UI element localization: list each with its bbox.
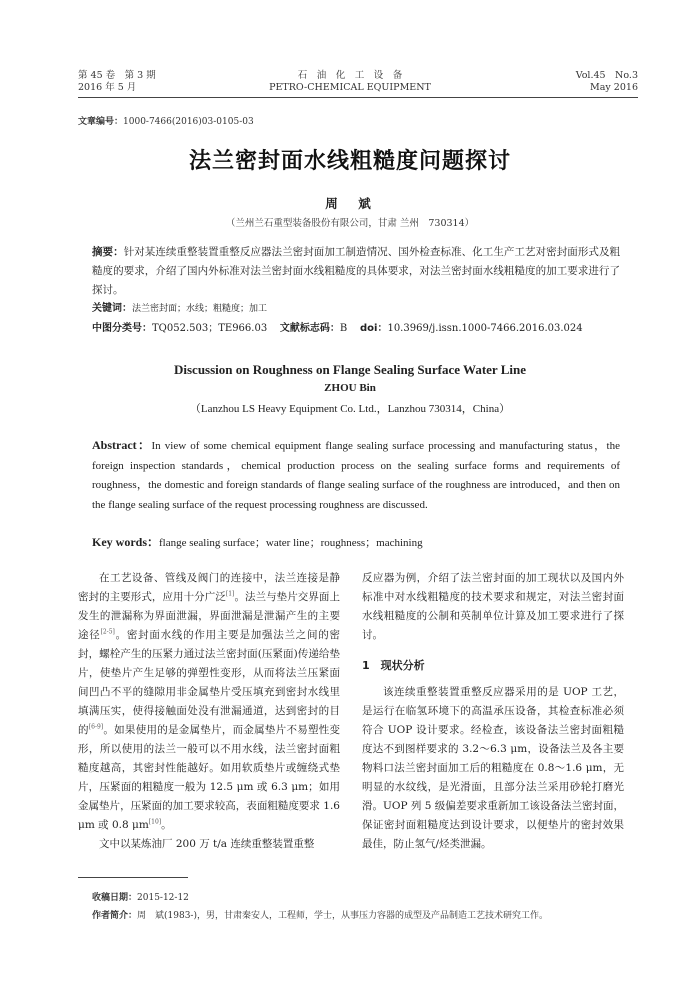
body-paragraph: 文中以某炼油厂 200 万 t/a 连续重整装置重整 (99, 838, 315, 850)
citation[interactable]: [10] (148, 818, 162, 826)
header-vol-no-en: Vol.45 No.3 (575, 70, 638, 81)
received-label: 收稿日期： (92, 893, 138, 903)
body-text: 。 (161, 819, 172, 831)
clc-value: TQ052.503；TE966.03 (152, 323, 268, 334)
section-heading: 1 现状分析 (362, 659, 425, 672)
abstract-cn-label: 摘要： (92, 246, 124, 258)
body-paragraph: 该连续重整装置重整反应器采用的是 UOP 工艺，是运行在临氢环境下的高温承压设备，其检查标准必须符合 UOP 设计要求。经检查，该设备法兰密封面粗糙度达不到图样要求的 3.2～6.3 μm，设备法兰及各主要物料口法兰密封面加工后的粗糙度在 0.8～1.6 μm，无明显的水纹线，是光滑面，且部分法兰采用砂轮打磨光滑。UOP 列 5 级偏差要求重新加工该设备法兰密封面，保证密封面粗糙度达到设计要求，以便垫片的密封效果最佳，防止氢气/烃类泄漏。 (362, 686, 624, 850)
keywords-cn (92, 302, 267, 316)
doi-value: 10.3969/j.issn.1000-7466.2016.03.024 (387, 323, 583, 334)
article-number (78, 114, 254, 127)
article-number-label: 文章编号： (78, 117, 124, 127)
header-divider (78, 97, 638, 98)
doi-label: doi： (359, 323, 388, 334)
footnote-divider (78, 877, 188, 878)
keywords-en (92, 533, 423, 550)
abstract-cn (92, 243, 620, 300)
body-paragraph (78, 569, 340, 835)
classification-line (92, 322, 583, 336)
body-text: 。法兰与垫片交界面上发生的泄漏称为界面泄漏，界面泄漏是泄漏产生的主要途径 (78, 591, 340, 641)
citation[interactable]: [1] (225, 590, 235, 598)
author-cn: 周 斌 (325, 196, 375, 211)
header-volume-issue: 第 45 卷 第 3 期 (78, 70, 156, 81)
body-column-right (362, 569, 624, 854)
abstract-en-text: In view of some chemical equipment flange sealing surface processing and manufacturing status，the foreign inspection standards，chemical production process on the sealing surface forms and requirements of roughness，the domestic and foreign standards of flange sealing surface of the roughness are introduced，and then on the flange sealing surface of the request processing roughness are discussed. (92, 440, 620, 511)
affiliation-en: （Lanzhou LS Heavy Equipment Co. Ltd.，Lanzhou 730314，China） (189, 403, 511, 415)
header-vol-en-block (576, 70, 638, 94)
body-text: 。密封面水线的作用主要是加强法兰之间的密封，螺栓产生的压紧力通过法兰密封面(压紧面)传递给垫片，使垫片产生足够的弹塑性变形，从而将法兰压紧面间凹凸不平的缝隙用非金属垫片受压填充到密封水线里填满压实，使得接触面处没有泄漏通道，达到密封的目的 (78, 629, 341, 736)
affiliation-cn: （兰州兰石重型装备股份有限公司，甘肃 兰州 730314） (225, 218, 475, 229)
header-journal-cn: 石 油 化 工 设 备 (297, 70, 403, 81)
article-number-value: 1000-7466(2016)03-0105-03 (123, 117, 254, 127)
header-journal-en: PETRO-CHEMICAL EQUIPMENT (269, 82, 431, 93)
citation[interactable]: [2-5] (100, 628, 115, 636)
body-text: 。如果使用的是金属垫片，而金属垫片不易塑性变形，所以使用的法兰一般可以不用水线，法兰密封面粗糙度越高，其密封性能越好。如用软质垫片或缠绕式垫片，压紧面的粗糙度一般为 12.5 μm 或 6.3 μm；如用金属垫片，压紧面的加工要求较高，表面粗糙度要求 1.6 μm 或 0.8 μm (78, 724, 341, 831)
keywords-cn-text: 法兰密封面；水线；粗糙度；加工 (132, 304, 268, 314)
author-bio-label: 作者简介： (92, 911, 138, 921)
body-paragraph-continued: 反应器为例，介绍了法兰密封面的加工现状以及国内外标准中对水线粗糙度的技术要求和规定，对法兰密封面水线粗糙度的公制和英制单位计算及加工要求进行了探讨。 (362, 572, 624, 641)
body-text: 在工艺设备、管线及阀门的连接中，法兰连接是静密封的主要形式，应用十分广泛 (78, 572, 340, 603)
keywords-en-label: Key words： (92, 535, 159, 549)
keywords-cn-label: 关键词： (92, 303, 132, 314)
clc-label: 中图分类号： (92, 323, 152, 334)
doc-code-label: 文献标志码： (279, 323, 340, 334)
citation[interactable]: [6-9] (88, 723, 104, 731)
author-bio-text: 周 斌(1983-)，男，甘肃秦安人，工程师，学士，从事压力容器的成型及产品制造工艺技术研究工作。 (137, 911, 548, 921)
page-title: 法兰密封面水线粗糙度问题探讨 (188, 149, 511, 174)
footnote-received (92, 892, 189, 904)
received-date: 2015-12-12 (137, 893, 189, 903)
abstract-en-label: Abstract： (92, 438, 152, 452)
title-en: Discussion on Roughness on Flange Sealing Surface Water Line (173, 362, 526, 377)
header-date-cn: 2016 年 5 月 (78, 82, 137, 93)
header-date-en: May 2016 (590, 82, 638, 93)
author-en: ZHOU Bin (324, 382, 376, 394)
body-column-left (78, 569, 340, 854)
abstract-en (92, 436, 620, 515)
footnote-author-bio (92, 910, 548, 922)
abstract-cn-text: 针对某连续重整装置重整反应器法兰密封面加工制造情况、国外检查标准、化工生产工艺对密封面形式及粗糙度的要求，介绍了国内外标准对法兰密封面水线粗糙度的具体要求，对法兰密封面水线粗糙度的加工要求进行了探讨。 (92, 246, 621, 296)
doc-code-value: B (339, 323, 348, 334)
keywords-en-text: flange sealing surface；water line；roughness；machining (159, 537, 423, 549)
